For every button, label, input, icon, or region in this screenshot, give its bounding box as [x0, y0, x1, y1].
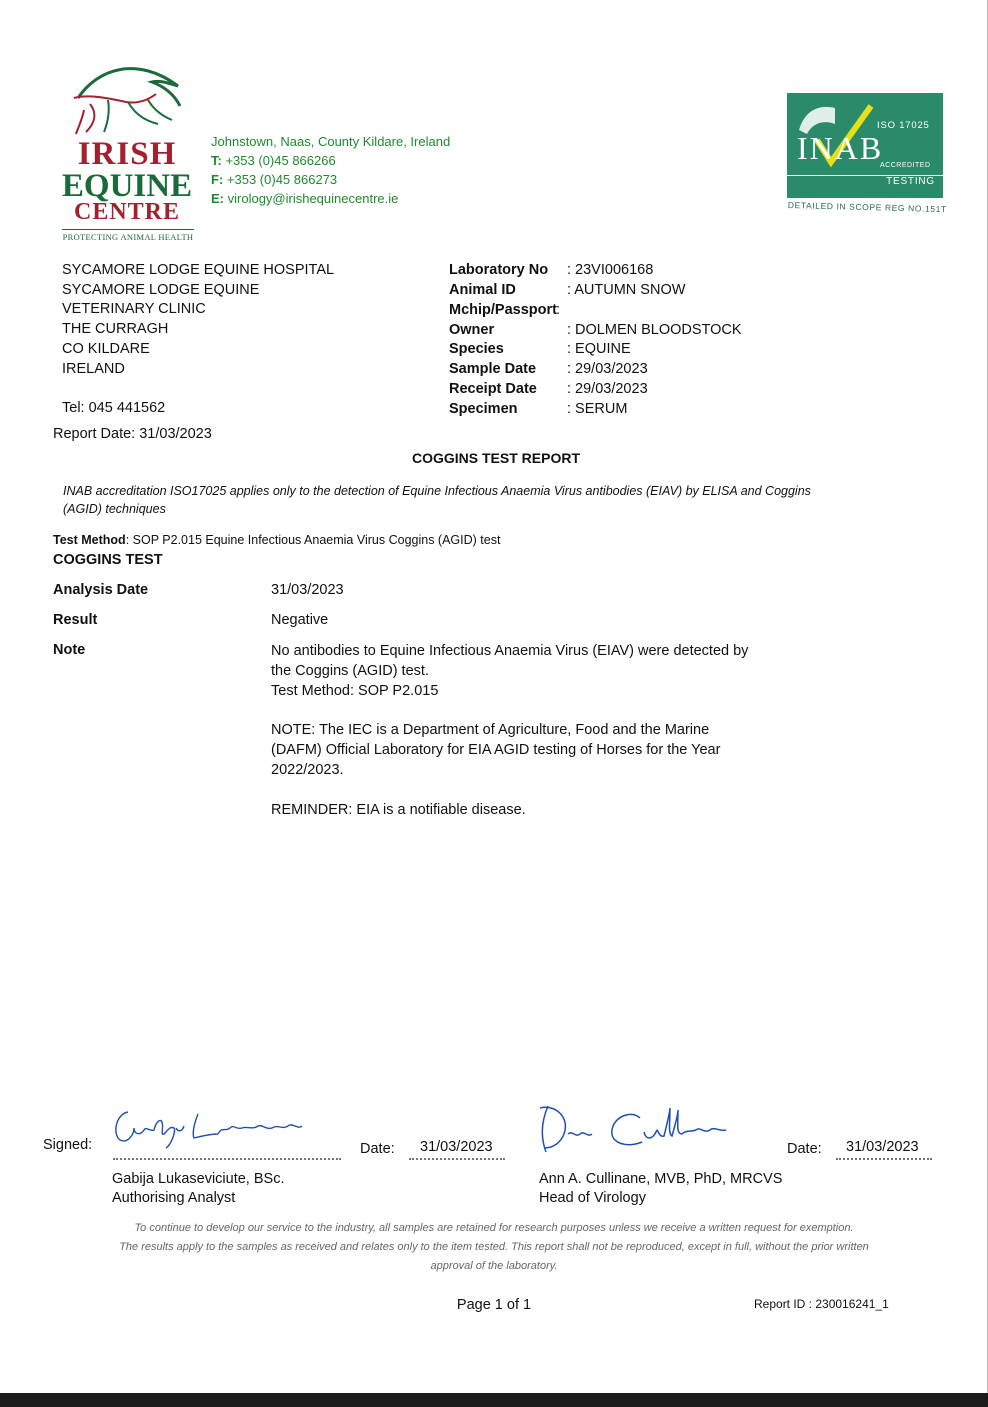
logo-line-centre: CENTRE: [73, 199, 181, 225]
note-paragraph: REMINDER: EIA is a notifiable disease.: [271, 802, 526, 818]
lab-fax: F: +353 (0)45 866273: [211, 172, 338, 187]
signer2-name: Ann A. Cullinane, MVB, PhD, MRCVS: [539, 1171, 783, 1187]
date-label: Date:: [787, 1141, 822, 1157]
info-value: : AUTUMN SNOW: [567, 282, 686, 298]
info-value: : 29/03/2023: [567, 381, 648, 397]
result-label: Result: [53, 612, 98, 628]
address-line: VETERINARY CLINIC: [62, 301, 206, 317]
signer1-date: 31/03/2023: [420, 1139, 493, 1155]
inab-accredited-label: ACCREDITED: [880, 162, 931, 169]
info-label: Receipt Date: [449, 381, 537, 397]
info-value: :: [556, 302, 561, 318]
note-label: Note: [53, 642, 86, 658]
info-value: : 29/03/2023: [567, 361, 648, 377]
inab-testing-label: TESTING: [886, 176, 935, 187]
date-line: [409, 1158, 505, 1160]
signature-cullinane-image: [536, 1100, 736, 1156]
signer2-date: 31/03/2023: [846, 1139, 919, 1155]
lab-email[interactable]: E: virology@irishequinecentre.ie: [211, 191, 399, 206]
logo-tagline: PROTECTING ANIMAL HEALTH: [62, 229, 194, 242]
address-line: SYCAMORE LODGE EQUINE: [62, 282, 260, 298]
note-paragraph: No antibodies to Equine Infectious Anaemia Virus (EIAV) were detected by the Coggins (AGID) test.: [271, 643, 749, 679]
info-label: Specimen: [449, 401, 518, 417]
recipient-tel: Tel: 045 441562: [62, 400, 166, 416]
report-date: Report Date: 31/03/2023: [53, 426, 212, 442]
signer2-role: Head of Virology: [539, 1190, 646, 1206]
disclaimer-line: The results apply to the samples as received and relates only to the item tested. This report shall not be reproduced, except in full, without the prior written approval of the laboratory.: [119, 1241, 869, 1272]
info-value: : DOLMEN BLOODSTOCK: [567, 322, 742, 338]
info-label: Species: [449, 341, 504, 357]
signature-gabija-image: [110, 1104, 310, 1152]
test-method: Test Method: SOP P2.015 Equine Infectious Anaemia Virus Coggins (AGID) test: [53, 533, 501, 547]
info-label: Sample Date: [449, 361, 537, 377]
logo-line-irish: IRISH: [77, 136, 177, 172]
signer1-name: Gabija Lukaseviciute, BSc.: [112, 1171, 285, 1187]
info-value: : SERUM: [567, 401, 628, 417]
info-label: Animal ID: [449, 282, 516, 298]
inab-name: INAB: [797, 130, 884, 166]
info-label: Owner: [449, 322, 495, 338]
signed-label: Signed:: [43, 1137, 93, 1153]
inab-scope-label: DETAILED IN SCOPE REG NO.151T: [787, 200, 947, 215]
disclaimer-line: To continue to develop our service to the industry, all samples are retained for research purposes unless we receive a written request for exemption.: [134, 1222, 854, 1234]
accreditation-note: INAB accreditation ISO17025 applies only to the detection of Equine Infectious Anaemia Virus antibodies (EIAV) by ELISA and Coggins (AGID) techniques: [63, 484, 811, 516]
address-line: SYCAMORE LODGE EQUINE HOSPITAL: [62, 262, 335, 278]
footer-disclaimer: [95, 1219, 893, 1276]
info-value: : EQUINE: [567, 341, 631, 357]
analysis-date-value: 31/03/2023: [271, 582, 344, 598]
info-label: Laboratory No: [449, 262, 549, 278]
lab-address: Johnstown, Naas, County Kildare, Ireland: [211, 134, 451, 149]
info-value: : 23VI006168: [567, 262, 654, 278]
note-paragraph: NOTE: The IEC is a Department of Agriculture, Food and the Marine (DAFM) Official Laboratory for EIA AGID testing of Horses for the Year 2022/2023.: [271, 722, 721, 778]
page-number: Page 1 of 1: [456, 1297, 532, 1313]
report-id: Report ID : 230016241_1: [754, 1297, 889, 1311]
note-paragraph: Test Method: SOP P2.015: [271, 683, 439, 699]
inab-iso-label: ISO 17025: [877, 120, 930, 131]
address-line: THE CURRAGH: [62, 321, 169, 337]
address-line: IRELAND: [62, 361, 125, 377]
address-line: CO KILDARE: [62, 341, 150, 357]
report-title: COGGINS TEST REPORT: [411, 450, 580, 466]
lab-phone: T: +353 (0)45 866266: [211, 153, 336, 168]
analysis-date-label: Analysis Date: [53, 582, 149, 598]
signer1-role: Authorising Analyst: [112, 1190, 236, 1206]
horse-logo-icon: [68, 58, 190, 140]
viewer-bottom-bar: [0, 1393, 988, 1407]
result-value: Negative: [271, 612, 329, 628]
section-title: COGGINS TEST: [53, 552, 163, 568]
logo-line-equine: EQUINE: [61, 168, 193, 204]
signature-line: [113, 1158, 341, 1160]
date-label: Date:: [360, 1141, 395, 1157]
date-line: [836, 1158, 932, 1160]
info-label: Mchip/Passport: [449, 302, 557, 318]
